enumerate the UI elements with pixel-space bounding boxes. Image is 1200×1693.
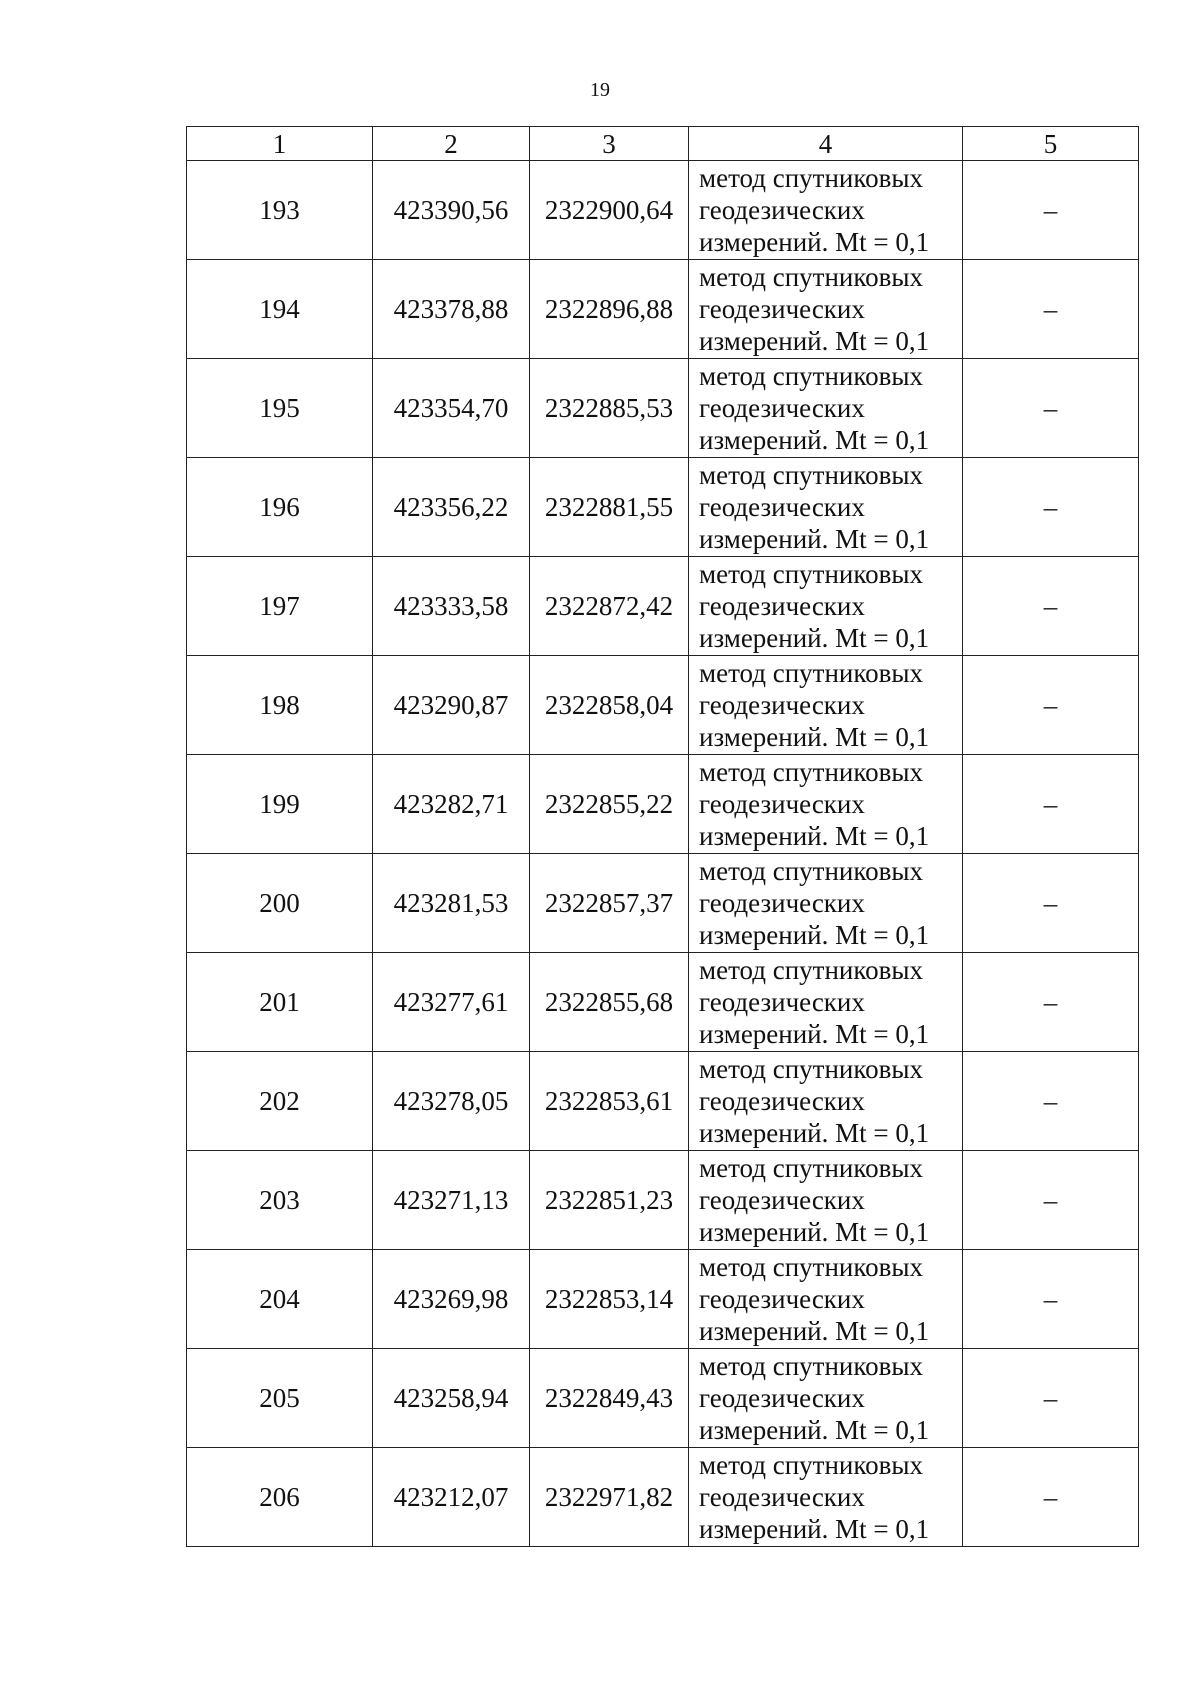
table-row (187, 359, 1139, 458)
method-text-line: измерений. Mt = 0,1 (699, 1019, 930, 1049)
point-number-cell: 205 (187, 1349, 373, 1448)
header-cell-4: 4 (689, 127, 963, 161)
x-coordinate-cell: 423281,53 (373, 854, 530, 953)
method-text-line: метод спутниковых (699, 1153, 923, 1183)
point-number-cell: 206 (187, 1448, 373, 1547)
method-text-line: геодезических (699, 1185, 865, 1215)
note-cell: – (963, 1448, 1139, 1547)
x-coordinate-cell: 423333,58 (373, 557, 530, 656)
method-cell (689, 1448, 963, 1547)
note-cell: – (963, 1052, 1139, 1151)
point-number-cell: 194 (187, 260, 373, 359)
note-cell: – (963, 1250, 1139, 1349)
x-coordinate-cell: 423290,87 (373, 656, 530, 755)
method-text-line: геодезических (699, 1383, 865, 1413)
note-cell: – (963, 755, 1139, 854)
x-coordinate-cell: 423258,94 (373, 1349, 530, 1448)
method-text-line: метод спутниковых (699, 856, 923, 886)
note-cell: – (963, 557, 1139, 656)
y-coordinate-cell: 2322849,43 (530, 1349, 689, 1448)
method-cell (689, 953, 963, 1052)
method-text-line: геодезических (699, 492, 865, 522)
method-text-line: геодезических (699, 294, 865, 324)
method-text-line: измерений. Mt = 0,1 (699, 1415, 930, 1445)
y-coordinate-cell: 2322900,64 (530, 161, 689, 260)
method-text-line: измерений. Mt = 0,1 (699, 1514, 930, 1544)
method-cell (689, 458, 963, 557)
method-cell (689, 260, 963, 359)
page-number: 19 (590, 79, 610, 101)
point-number-cell: 204 (187, 1250, 373, 1349)
note-cell: – (963, 161, 1139, 260)
y-coordinate-cell: 2322896,88 (530, 260, 689, 359)
y-coordinate-cell: 2322858,04 (530, 656, 689, 755)
y-coordinate-cell: 2322853,14 (530, 1250, 689, 1349)
header-cell-1: 1 (187, 127, 373, 161)
table-row (187, 458, 1139, 557)
x-coordinate-cell: 423282,71 (373, 755, 530, 854)
method-text-line: геодезических (699, 690, 865, 720)
method-text-line: метод спутниковых (699, 1252, 923, 1282)
method-text-line: геодезических (699, 591, 865, 621)
y-coordinate-cell: 2322857,37 (530, 854, 689, 953)
x-coordinate-cell: 423354,70 (373, 359, 530, 458)
note-cell: – (963, 260, 1139, 359)
method-text-line: метод спутниковых (699, 1450, 923, 1480)
x-coordinate-cell: 423390,56 (373, 161, 530, 260)
point-number-cell: 200 (187, 854, 373, 953)
method-text-line: геодезических (699, 789, 865, 819)
note-cell: – (963, 854, 1139, 953)
x-coordinate-cell: 423212,07 (373, 1448, 530, 1547)
note-cell: – (963, 953, 1139, 1052)
point-number-cell: 196 (187, 458, 373, 557)
point-number-cell: 199 (187, 755, 373, 854)
method-text-line: метод спутниковых (699, 361, 923, 391)
method-text-line: геодезических (699, 1086, 865, 1116)
header-cell-5: 5 (963, 127, 1139, 161)
method-text-line: измерений. Mt = 0,1 (699, 1316, 930, 1346)
method-text-line: измерений. Mt = 0,1 (699, 623, 930, 653)
point-number-cell: 197 (187, 557, 373, 656)
method-text-line: метод спутниковых (699, 163, 923, 193)
method-text-line: измерений. Mt = 0,1 (699, 425, 930, 455)
point-number-cell: 198 (187, 656, 373, 755)
table-row (187, 260, 1139, 359)
method-text-line: измерений. Mt = 0,1 (699, 1118, 930, 1148)
method-text-line: измерений. Mt = 0,1 (699, 920, 930, 950)
note-cell: – (963, 458, 1139, 557)
table-row (187, 557, 1139, 656)
method-text-line: измерений. Mt = 0,1 (699, 1217, 930, 1247)
method-cell (689, 1151, 963, 1250)
table-header (187, 127, 1139, 161)
note-cell: – (963, 1349, 1139, 1448)
y-coordinate-cell: 2322872,42 (530, 557, 689, 656)
y-coordinate-cell: 2322855,68 (530, 953, 689, 1052)
point-number-cell: 195 (187, 359, 373, 458)
header-cell-3: 3 (530, 127, 689, 161)
y-coordinate-cell: 2322885,53 (530, 359, 689, 458)
x-coordinate-cell: 423278,05 (373, 1052, 530, 1151)
method-cell (689, 854, 963, 953)
header-row (187, 127, 1139, 161)
y-coordinate-cell: 2322851,23 (530, 1151, 689, 1250)
method-cell (689, 755, 963, 854)
method-cell (689, 1349, 963, 1448)
table-row (187, 755, 1139, 854)
method-text-line: измерений. Mt = 0,1 (699, 326, 930, 356)
coordinates-table (186, 126, 1139, 1547)
method-cell (689, 1250, 963, 1349)
method-text-line: измерений. Mt = 0,1 (699, 722, 930, 752)
method-cell (689, 359, 963, 458)
method-text-line: метод спутниковых (699, 955, 923, 985)
method-cell (689, 1052, 963, 1151)
table-row (187, 161, 1139, 260)
note-cell: – (963, 656, 1139, 755)
method-text-line: измерений. Mt = 0,1 (699, 821, 930, 851)
method-text-line: измерений. Mt = 0,1 (699, 524, 930, 554)
method-text-line: геодезических (699, 393, 865, 423)
point-number-cell: 203 (187, 1151, 373, 1250)
point-number-cell: 201 (187, 953, 373, 1052)
method-text-line: геодезических (699, 888, 865, 918)
method-cell (689, 161, 963, 260)
method-text-line: геодезических (699, 1482, 865, 1512)
table-row (187, 1448, 1139, 1547)
x-coordinate-cell: 423271,13 (373, 1151, 530, 1250)
table-row (187, 854, 1139, 953)
table-row (187, 1250, 1139, 1349)
x-coordinate-cell: 423269,98 (373, 1250, 530, 1349)
method-text-line: геодезических (699, 987, 865, 1017)
method-text-line: измерений. Mt = 0,1 (699, 227, 930, 257)
table-row (187, 1151, 1139, 1250)
table-row (187, 953, 1139, 1052)
method-text-line: геодезических (699, 195, 865, 225)
y-coordinate-cell: 2322855,22 (530, 755, 689, 854)
method-text-line: метод спутниковых (699, 658, 923, 688)
note-cell: – (963, 359, 1139, 458)
point-number-cell: 193 (187, 161, 373, 260)
table-body (187, 161, 1139, 1547)
y-coordinate-cell: 2322853,61 (530, 1052, 689, 1151)
note-cell: – (963, 1151, 1139, 1250)
x-coordinate-cell: 423378,88 (373, 260, 530, 359)
x-coordinate-cell: 423277,61 (373, 953, 530, 1052)
method-text-line: метод спутниковых (699, 460, 923, 490)
method-text-line: метод спутниковых (699, 559, 923, 589)
point-number-cell: 202 (187, 1052, 373, 1151)
method-text-line: метод спутниковых (699, 1054, 923, 1084)
y-coordinate-cell: 2322881,55 (530, 458, 689, 557)
method-text-line: метод спутниковых (699, 757, 923, 787)
method-text-line: метод спутниковых (699, 262, 923, 292)
method-cell (689, 656, 963, 755)
method-text-line: метод спутниковых (699, 1351, 923, 1381)
x-coordinate-cell: 423356,22 (373, 458, 530, 557)
method-cell (689, 557, 963, 656)
table-row (187, 1349, 1139, 1448)
method-text-line: геодезических (699, 1284, 865, 1314)
table-row (187, 656, 1139, 755)
header-cell-2: 2 (373, 127, 530, 161)
table-row (187, 1052, 1139, 1151)
y-coordinate-cell: 2322971,82 (530, 1448, 689, 1547)
